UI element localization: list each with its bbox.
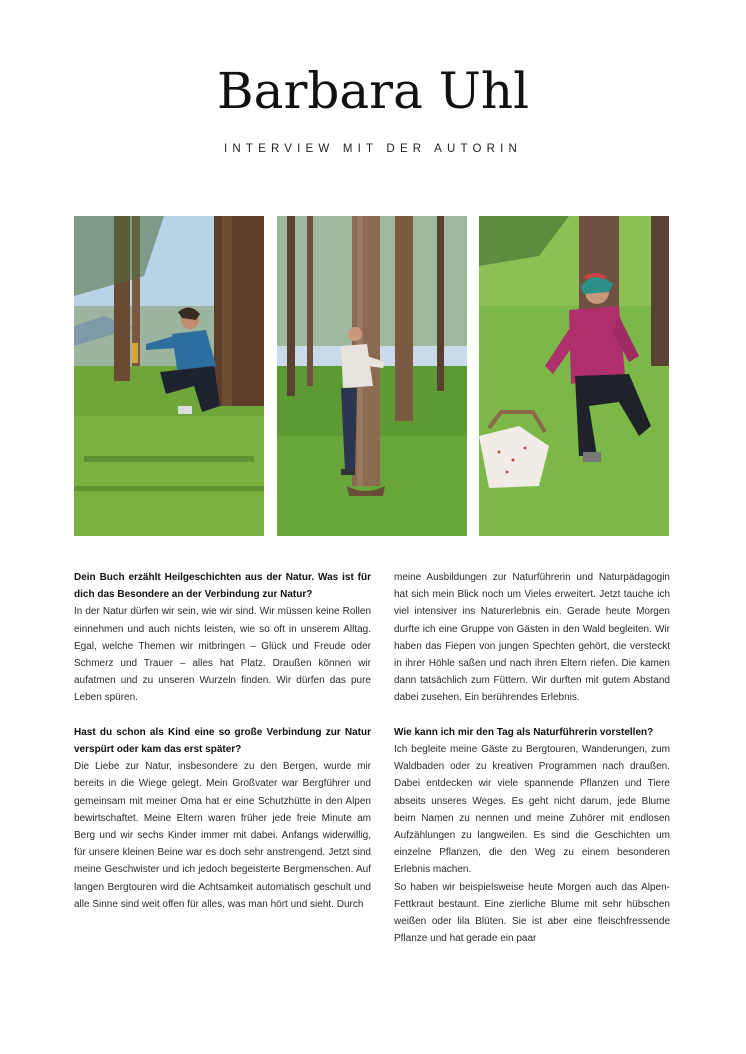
answer-2: Die Liebe zur Natur, insbesondere zu den Bergen, wurde mir bereits in die Wiege gelegt. Mein Großvater war Bergführer und gemeinsam mit meiner Oma hat er eine Schutzhütte in den Alpen bewirtschaftet. Meine Eltern waren früher jede freie Minute am Berg und wir sechs Kinder immer mit dabei. Anfangs widerwillig, für unsere kleinen Beine war es doch sehr anstrengend. Jetzt sind meine Geschwister und ich jedoch begeisterte Bergmenschen. Auf langen Bergtouren wird die Achtsamkeit automatisch geschult und alle Sinne sind weit offen für alles, was man hört und sieht. Durch xyxy=(74,761,371,910)
text-column-right xyxy=(394,569,670,947)
answer-3: Ich begleite meine Gäste zu Bergtouren, Wanderungen, zum Waldbaden oder zu kreativen Programmen nach draußen. Dabei entdecken wir viele spannende Pflanzen und Tiere abseits unseres Weges. Es geht nicht darum, jede Blume beim Namen zu nennen und meine Zuhörer mit endlosen Aufzählungen zu langweilen. Es sind die Geschichten um einzelne Pflanzen, die den Weg zu einem besonderen Erlebnis machen. xyxy=(394,744,670,876)
question-1: Dein Buch erzählt Heilgeschichten aus der Natur. Was ist für dich das Besondere an der Verbindung zur Natur? xyxy=(74,572,371,601)
page-subtitle: INTERVIEW MIT DER AUTORIN xyxy=(223,143,523,155)
text-column-left xyxy=(74,569,371,913)
page-title: Barbara Uhl xyxy=(216,62,530,120)
question-2: Hast du schon als Kind eine so große Verbindung zur Natur verspürt oder kam das erst später? xyxy=(74,726,371,756)
answer-3-part-2: So haben wir beispielsweise heute Morgen auch das Alpen-Fettkraut bestaunt. Eine zierliche Blume mit sehr hübschen weißen oder lila Blüten. Sie ist aber eine fleischfressende Pflanze und hat gerade ein paar xyxy=(394,881,670,945)
photo-crouching-by-tree xyxy=(74,216,264,536)
photo-hugging-tree xyxy=(277,216,467,536)
answer-1: In der Natur dürfen wir sein, wie wir sind. Wir müssen keine Rollen einnehmen und auch nichts leisten, wie so oft in unserem Alltag. Egal, welche Themen wir mitbringen – Glück und Freude oder Schmerz und Trauer – alles hat Platz. Draußen können wir aufatmen und zu unseren Wurzeln finden. Wir dürfen das pure Leben spüren. xyxy=(74,606,371,704)
answer-2-continued: meine Ausbildungen zur Naturführerin und Naturpädagogin hat sich mein Blick noch um Vieles erweitert. Jetzt tauche ich viel intensiver ins Naturerlebnis ein. Gerade heute Morgen durfte ich eine Gruppe von Gästen in den Wald begleiten. Wir haben das Fiepen von jungen Spechten gehört, die versteckt in ihrer Höhle saßen und nach ihren Eltern riefen. Die kamen dann tatsächlich zum Füttern. Wir durften mit gutem Abstand dabei zusehen. Ein berührendes Erlebnis. xyxy=(394,572,670,704)
photo-sitting-in-meadow xyxy=(479,216,669,536)
question-3: Wie kann ich mir den Tag als Naturführerin vorstellen? xyxy=(394,726,654,738)
